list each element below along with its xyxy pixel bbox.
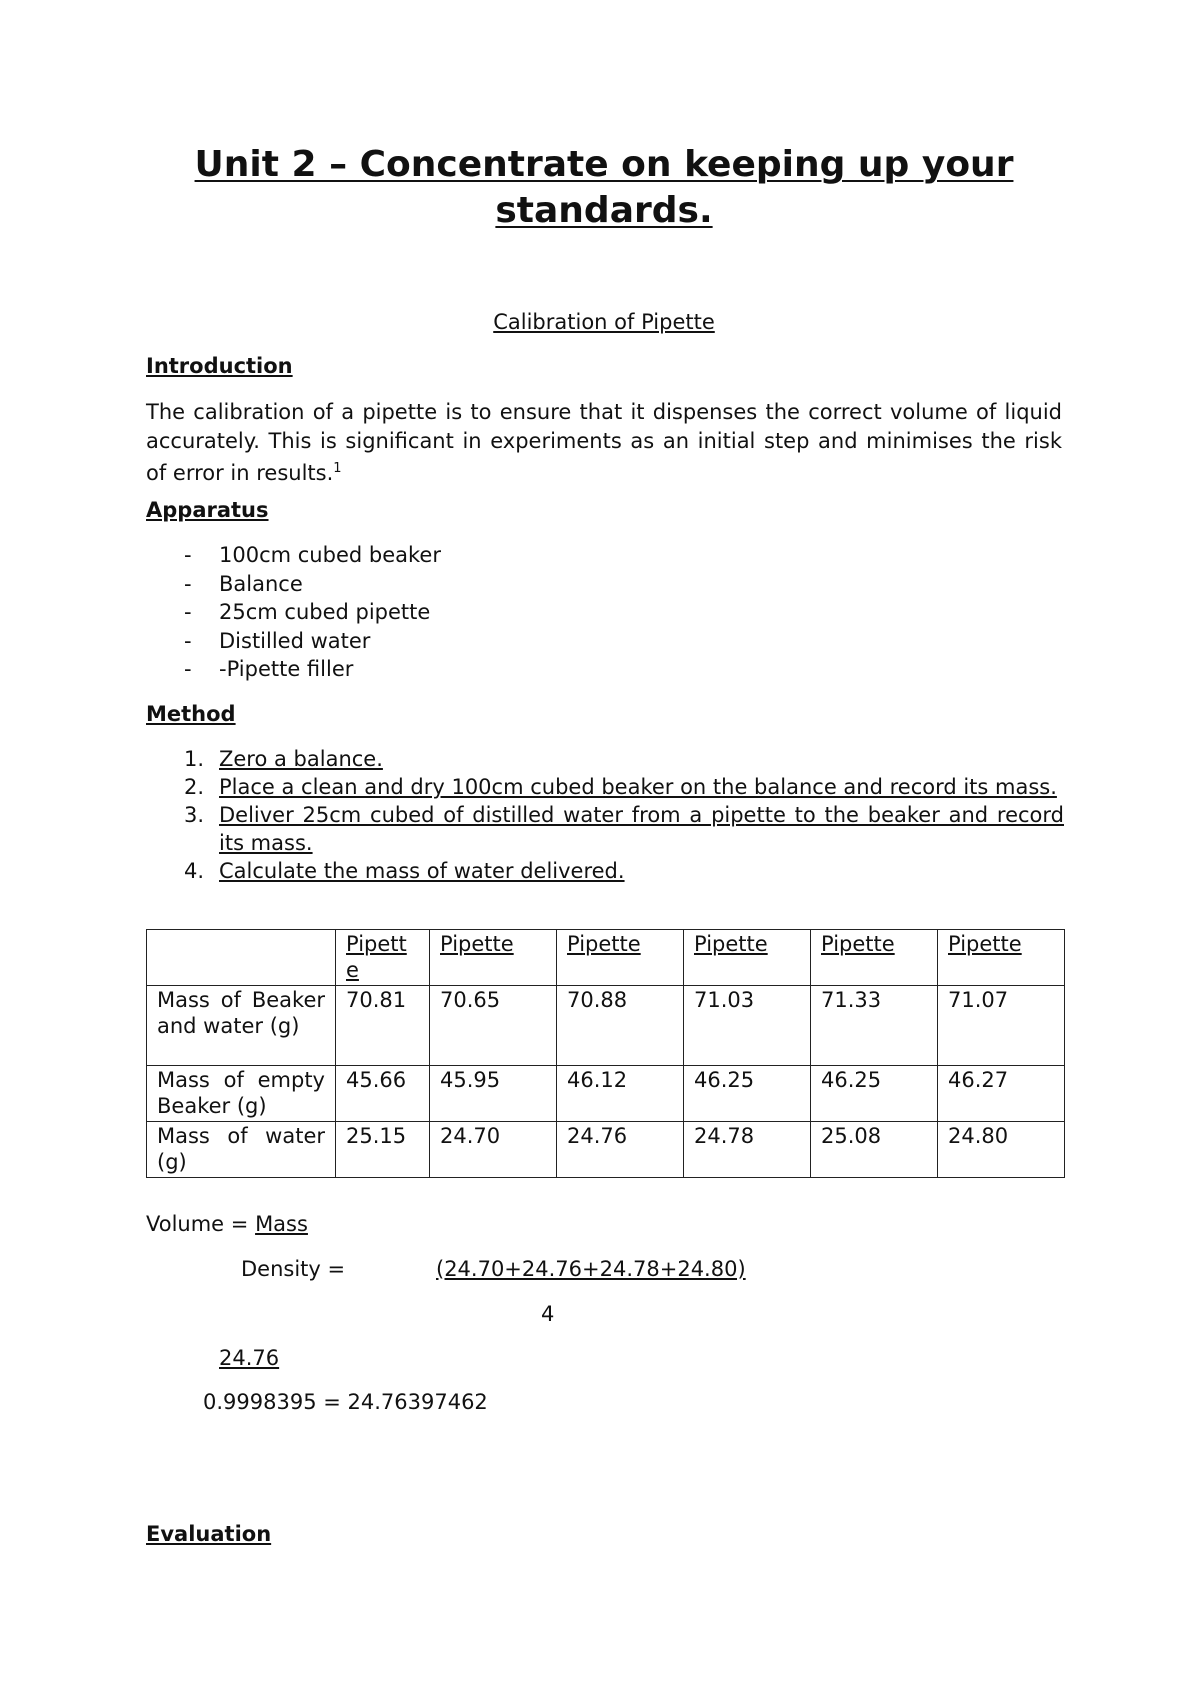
volume-formula: Volume = Mass [146,1212,308,1236]
method-step: 4. Calculate the mass of water delivered. [184,859,625,883]
table-header-cell: Pipette [557,930,684,986]
method-step: 2. Place a clean and dry 100cm cubed beaker on the balance and record its mass. [184,775,1057,799]
denominator: 4 [541,1302,555,1326]
mean-value: 24.76 [219,1346,280,1370]
results-table [146,929,1065,1178]
page-title: Unit 2 – Concentrate on keeping up your standards. [194,144,1014,231]
table-cell: 70.88 [557,986,684,1066]
section-subtitle: Calibration of Pipette [493,310,715,334]
table-cell: 24.76 [557,1122,684,1178]
method-steps [146,745,1064,885]
table-header-cell [147,930,336,986]
row-label: Mass of Beaker and water (g) [147,986,336,1066]
table-header-cell: Pipette [430,930,557,986]
result-expression: 0.9998395 = 24.76397462 [203,1390,488,1414]
apparatus-heading: Apparatus [146,498,269,522]
table-cell: 70.81 [336,986,430,1066]
table-cell: 24.80 [938,1122,1065,1178]
table-cell: 70.65 [430,986,557,1066]
numerator-expression: (24.70+24.76+24.78+24.80) [436,1257,746,1281]
row-label: Mass of water (g) [147,1122,336,1178]
table-header-cell: Pipette [684,930,811,986]
method-step: 3. Deliver 25cm cubed of distilled water from a pipette to the beaker and record its mass. [184,803,1064,855]
density-label: Density = [241,1257,346,1281]
table-cell: 46.12 [557,1066,684,1122]
table-row [147,986,1065,1066]
list-item: - Balance [184,571,303,596]
evaluation-heading: Evaluation [146,1522,272,1546]
table-cell: 24.70 [430,1122,557,1178]
table-cell: 46.27 [938,1066,1065,1122]
apparatus-list [146,541,441,684]
table-row [147,1122,1065,1178]
table-header-cell: Pipette [811,930,938,986]
table-cell: 71.03 [684,986,811,1066]
table-header-cell: Pipette [938,930,1065,986]
method-step: 1. Zero a balance. [184,747,383,771]
introduction-heading: Introduction [146,354,293,378]
table-cell: 46.25 [684,1066,811,1122]
list-item: - 25cm cubed pipette [184,600,431,624]
table-cell: 71.33 [811,986,938,1066]
introduction-text [146,398,1062,488]
introduction-body: The calibration of a pipette is to ensure that it dispenses the correct volume of liquid accurately. This is significant in experiments as an initial step and minimises the risk of error in results. [146,400,1062,485]
table-cell: 25.08 [811,1122,938,1178]
footnote-reference: 1 [333,461,342,476]
method-heading: Method [146,702,236,726]
table-row [147,1066,1065,1122]
list-item: - -Pipette filler [184,657,354,681]
table-cell: 25.15 [336,1122,430,1178]
row-label: Mass of empty Beaker (g) [147,1066,336,1122]
table-cell: 24.78 [684,1122,811,1178]
table-header-row [147,930,1065,986]
table-cell: 46.25 [811,1066,938,1122]
list-item: - 100cm cubed beaker [184,543,441,567]
list-item: - Distilled water [184,628,371,653]
table-cell: 45.66 [336,1066,430,1122]
table-header-cell: Pipette [336,930,430,986]
table-cell: 71.07 [938,986,1065,1066]
table-cell: 45.95 [430,1066,557,1122]
